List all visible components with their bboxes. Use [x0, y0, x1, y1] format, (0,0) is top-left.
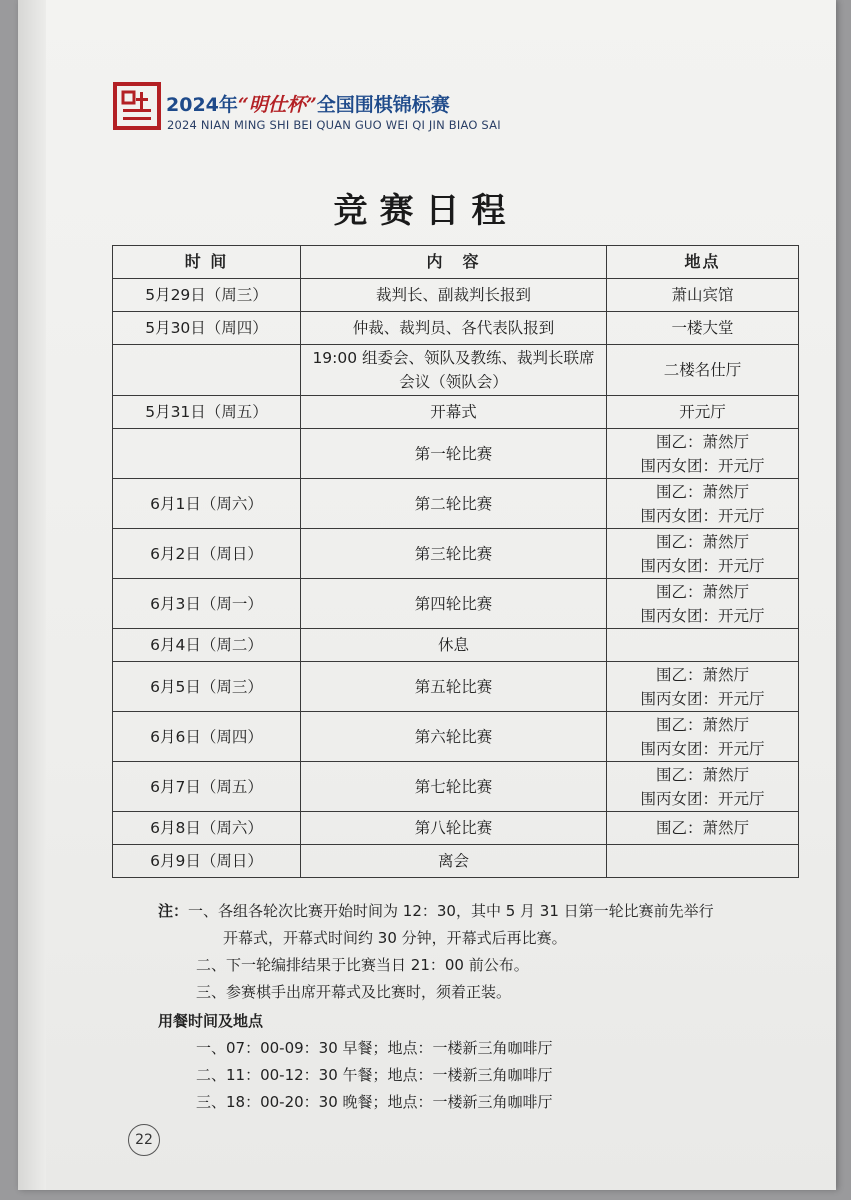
schedule-venue — [607, 529, 799, 579]
venue-line: 围乙：萧然厅 — [655, 665, 749, 684]
notes-label: 注： — [158, 902, 189, 920]
venue-line: 围丙女团：开元厅 — [640, 556, 765, 575]
schedule-date: 6月9日（周日） — [113, 845, 301, 878]
schedule-date: 6月6日（周四） — [113, 712, 301, 762]
schedule-date: 6月4日（周二） — [113, 629, 301, 662]
schedule-date: 5月30日（周四） — [113, 312, 301, 345]
schedule-table — [112, 245, 799, 878]
page-spine — [18, 0, 46, 1190]
schedule-content: 仲裁、裁判员、各代表队报到 — [301, 312, 607, 345]
schedule-date: 6月7日（周五） — [113, 762, 301, 812]
schedule-date: 6月2日（周日） — [113, 529, 301, 579]
note-item: 三、参赛棋手出席开幕式及比赛时，须着正装。 — [196, 983, 512, 1001]
schedule-content: 第四轮比赛 — [301, 579, 607, 629]
schedule-venue — [607, 396, 799, 429]
schedule-venue — [607, 845, 799, 878]
venue-line: 围乙：萧然厅 — [655, 432, 749, 451]
schedule-date: 5月31日（周五） — [113, 396, 301, 429]
schedule-row — [113, 629, 799, 662]
meal-item: 三、18：00-20：30 晚餐；地点：一楼新三角咖啡厅 — [196, 1093, 553, 1111]
schedule-row — [113, 845, 799, 878]
schedule-date: 6月5日（周三） — [113, 662, 301, 712]
header-time: 时 间 — [113, 246, 301, 279]
page-title: 竞赛日程 — [333, 191, 518, 231]
header-venue: 地点 — [607, 246, 799, 279]
header-content: 内 容 — [301, 246, 607, 279]
schedule-row — [113, 429, 799, 479]
header-subtitle: 2024 NIAN MING SHI BEI QUAN GUO WEI QI JIN BIAO SAI — [167, 118, 501, 132]
schedule-row — [113, 345, 799, 396]
schedule-venue — [607, 345, 799, 396]
schedule-content: 裁判长、副裁判长报到 — [301, 279, 607, 312]
schedule-row — [113, 529, 799, 579]
schedule-row — [113, 579, 799, 629]
venue-line: 二楼名仕厅 — [663, 361, 742, 379]
header-title — [166, 90, 450, 117]
venue-line: 围乙：萧然厅 — [655, 482, 749, 501]
schedule-content: 离会 — [301, 845, 607, 878]
venue-line: 围丙女团：开元厅 — [640, 789, 765, 808]
schedule-content: 第二轮比赛 — [301, 479, 607, 529]
page-number: 22 — [128, 1124, 160, 1156]
note-item: 注：一、各组各轮次比赛开始时间为 12：30，其中 5 月 31 日第一轮比赛前先举行 — [158, 902, 714, 920]
meal-item: 一、07：00-09：30 早餐；地点：一楼新三角咖啡厅 — [196, 1039, 553, 1057]
schedule-row — [113, 662, 799, 712]
schedule-row — [113, 479, 799, 529]
schedule-content: 19:00 组委会、领队及教练、裁判长联席会议（领队会） — [301, 345, 607, 396]
note-item: 开幕式，开幕式时间约 30 分钟，开幕式后再比赛。 — [223, 929, 567, 947]
venue-line: 围丙女团：开元厅 — [640, 739, 765, 758]
schedule-row — [113, 279, 799, 312]
schedule-row — [113, 312, 799, 345]
schedule-content: 第五轮比赛 — [301, 662, 607, 712]
venue-line: 一楼大堂 — [671, 319, 734, 337]
header-title-suffix: 全国围棋锦标赛 — [316, 94, 450, 116]
schedule-venue — [607, 629, 799, 662]
schedule-venue — [607, 479, 799, 529]
schedule-content: 第六轮比赛 — [301, 712, 607, 762]
meal-item: 二、11：00-12：30 午餐；地点：一楼新三角咖啡厅 — [196, 1066, 553, 1084]
schedule-header-row — [113, 246, 799, 279]
schedule-venue — [607, 762, 799, 812]
header-title-accent: “明仕杯” — [237, 94, 317, 116]
schedule-content: 第三轮比赛 — [301, 529, 607, 579]
venue-line: 围乙：萧然厅 — [655, 765, 749, 784]
schedule-venue — [607, 812, 799, 845]
venue-line: 围乙：萧然厅 — [655, 715, 749, 734]
schedule-venue — [607, 312, 799, 345]
meals-heading: 用餐时间及地点 — [158, 1012, 264, 1030]
venue-line: 萧山宾馆 — [671, 286, 734, 304]
venue-line: 围丙女团：开元厅 — [640, 506, 765, 525]
schedule-date: 6月1日（周六） — [113, 479, 301, 529]
header-title-prefix: 2024年 — [166, 94, 238, 116]
venue-line: 围丙女团：开元厅 — [640, 606, 765, 625]
note-item: 二、下一轮编排结果于比赛当日 21：00 前公布。 — [196, 956, 529, 974]
venue-line: 围丙女团：开元厅 — [640, 456, 765, 475]
schedule-row — [113, 712, 799, 762]
notes-section — [158, 898, 798, 1116]
venue-line: 围乙：萧然厅 — [655, 582, 749, 601]
schedule-content: 休息 — [301, 629, 607, 662]
schedule-venue — [607, 712, 799, 762]
schedule-content: 第八轮比赛 — [301, 812, 607, 845]
venue-line: 围乙：萧然厅 — [655, 819, 749, 837]
schedule-venue — [607, 579, 799, 629]
schedule-content: 第七轮比赛 — [301, 762, 607, 812]
schedule-venue — [607, 662, 799, 712]
schedule-content: 开幕式 — [301, 396, 607, 429]
venue-line: 围丙女团：开元厅 — [640, 689, 765, 708]
schedule-venue — [607, 429, 799, 479]
tournament-logo-icon — [113, 82, 161, 130]
venue-line: 围乙：萧然厅 — [655, 532, 749, 551]
schedule-row — [113, 762, 799, 812]
schedule-venue — [607, 279, 799, 312]
schedule-date — [113, 429, 301, 479]
venue-line: 开元厅 — [679, 403, 726, 421]
schedule-date: 6月3日（周一） — [113, 579, 301, 629]
schedule-date: 6月8日（周六） — [113, 812, 301, 845]
schedule-date — [113, 345, 301, 396]
schedule-content: 第一轮比赛 — [301, 429, 607, 479]
schedule-row — [113, 812, 799, 845]
schedule-date: 5月29日（周三） — [113, 279, 301, 312]
schedule-row — [113, 396, 799, 429]
